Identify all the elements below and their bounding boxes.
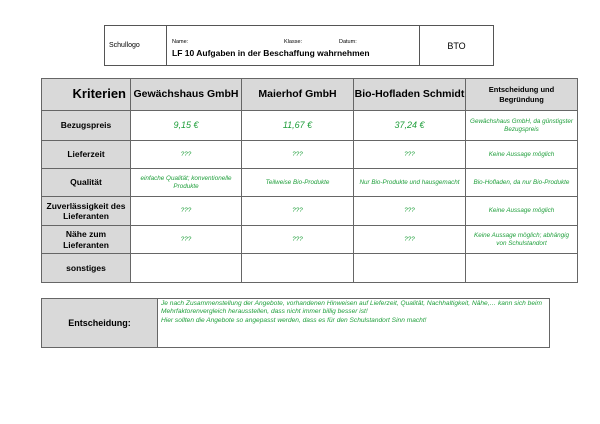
row-label: Lieferzeit xyxy=(42,141,131,169)
table-cell-empty xyxy=(131,254,242,283)
table-cell: ??? xyxy=(354,197,466,226)
table-cell: Bio-Hofladen, da nur Bio-Produkte xyxy=(466,169,578,197)
decision-text-line: Je nach Zusammenstellung der Angebote, vorhandenen Hinweisen auf Lieferzeit, Qualität, Nachhaltigkeit, Nähe,… kann sich beim Mehrfaktorenvergleich herausstellen, dass nicht immer billig besser ist! xyxy=(161,300,542,316)
table-cell: Keine Aussage möglich; abhängig von Schulstandort xyxy=(466,226,578,254)
header-supplier-2: Maierhof GmbH xyxy=(242,79,354,111)
header-supplier-1: Gewächshaus GmbH xyxy=(131,79,242,111)
worksheet-title: LF 10 Aufgaben in der Beschaffung wahrnehmen xyxy=(172,48,370,58)
header-info xyxy=(167,26,420,65)
row-label: Zuverlässigkeit des Lieferanten xyxy=(42,197,131,226)
row-label: Nähe zum Lieferanten xyxy=(42,226,131,254)
decision-box xyxy=(41,298,550,348)
table-cell: Keine Aussage möglich xyxy=(466,141,578,169)
table-cell: Keine Aussage möglich xyxy=(466,197,578,226)
table-row xyxy=(42,141,578,169)
table-cell: ??? xyxy=(242,226,354,254)
table-cell: Nur Bio-Produkte und hausgemacht xyxy=(354,169,466,197)
table-header-row xyxy=(42,79,578,111)
decision-text xyxy=(158,299,549,347)
datum-label: Datum: xyxy=(339,39,357,45)
row-label: Bezugspreis xyxy=(42,111,131,141)
table-row xyxy=(42,169,578,197)
table-row xyxy=(42,197,578,226)
school-logo-placeholder: Schullogo xyxy=(105,26,167,65)
table-cell: ??? xyxy=(242,141,354,169)
header-criteria: Kriterien xyxy=(42,79,131,111)
row-label: Qualität xyxy=(42,169,131,197)
header-decision: Entscheidung und Begründung xyxy=(466,79,578,111)
table-cell: ??? xyxy=(354,141,466,169)
table-cell: Gewächshaus GmbH, da günstigster Bezugspreis xyxy=(466,111,578,141)
table-cell: ??? xyxy=(242,197,354,226)
worksheet-header xyxy=(104,25,494,66)
row-label: sonstiges xyxy=(42,254,131,283)
header-supplier-3: Bio-Hofladen Schmidt xyxy=(354,79,466,111)
table-cell-empty xyxy=(354,254,466,283)
decision-text-line: Hier sollten die Angebote so angepasst werden, dass es für den Schulstandort Sinn macht! xyxy=(161,316,427,324)
table-cell: ??? xyxy=(131,141,242,169)
table-row xyxy=(42,226,578,254)
table-cell: ??? xyxy=(354,226,466,254)
name-label: Name: xyxy=(172,39,189,45)
table-cell-empty xyxy=(466,254,578,283)
table-cell: 9,15 € xyxy=(131,111,242,141)
table-row xyxy=(42,254,578,283)
supplier-comparison-table xyxy=(41,78,578,283)
table-cell: ??? xyxy=(131,226,242,254)
table-cell: 37,24 € xyxy=(354,111,466,141)
table-cell: Teilweise Bio-Produkte xyxy=(242,169,354,197)
table-cell: ??? xyxy=(131,197,242,226)
klasse-label: Klasse: xyxy=(284,39,303,45)
decision-label: Entscheidung: xyxy=(42,299,158,347)
table-cell: einfache Qualität; konventionelle Produkte xyxy=(131,169,242,197)
subject-code: BTO xyxy=(447,40,466,51)
table-cell-empty xyxy=(242,254,354,283)
table-cell: 11,67 € xyxy=(242,111,354,141)
table-row xyxy=(42,111,578,141)
